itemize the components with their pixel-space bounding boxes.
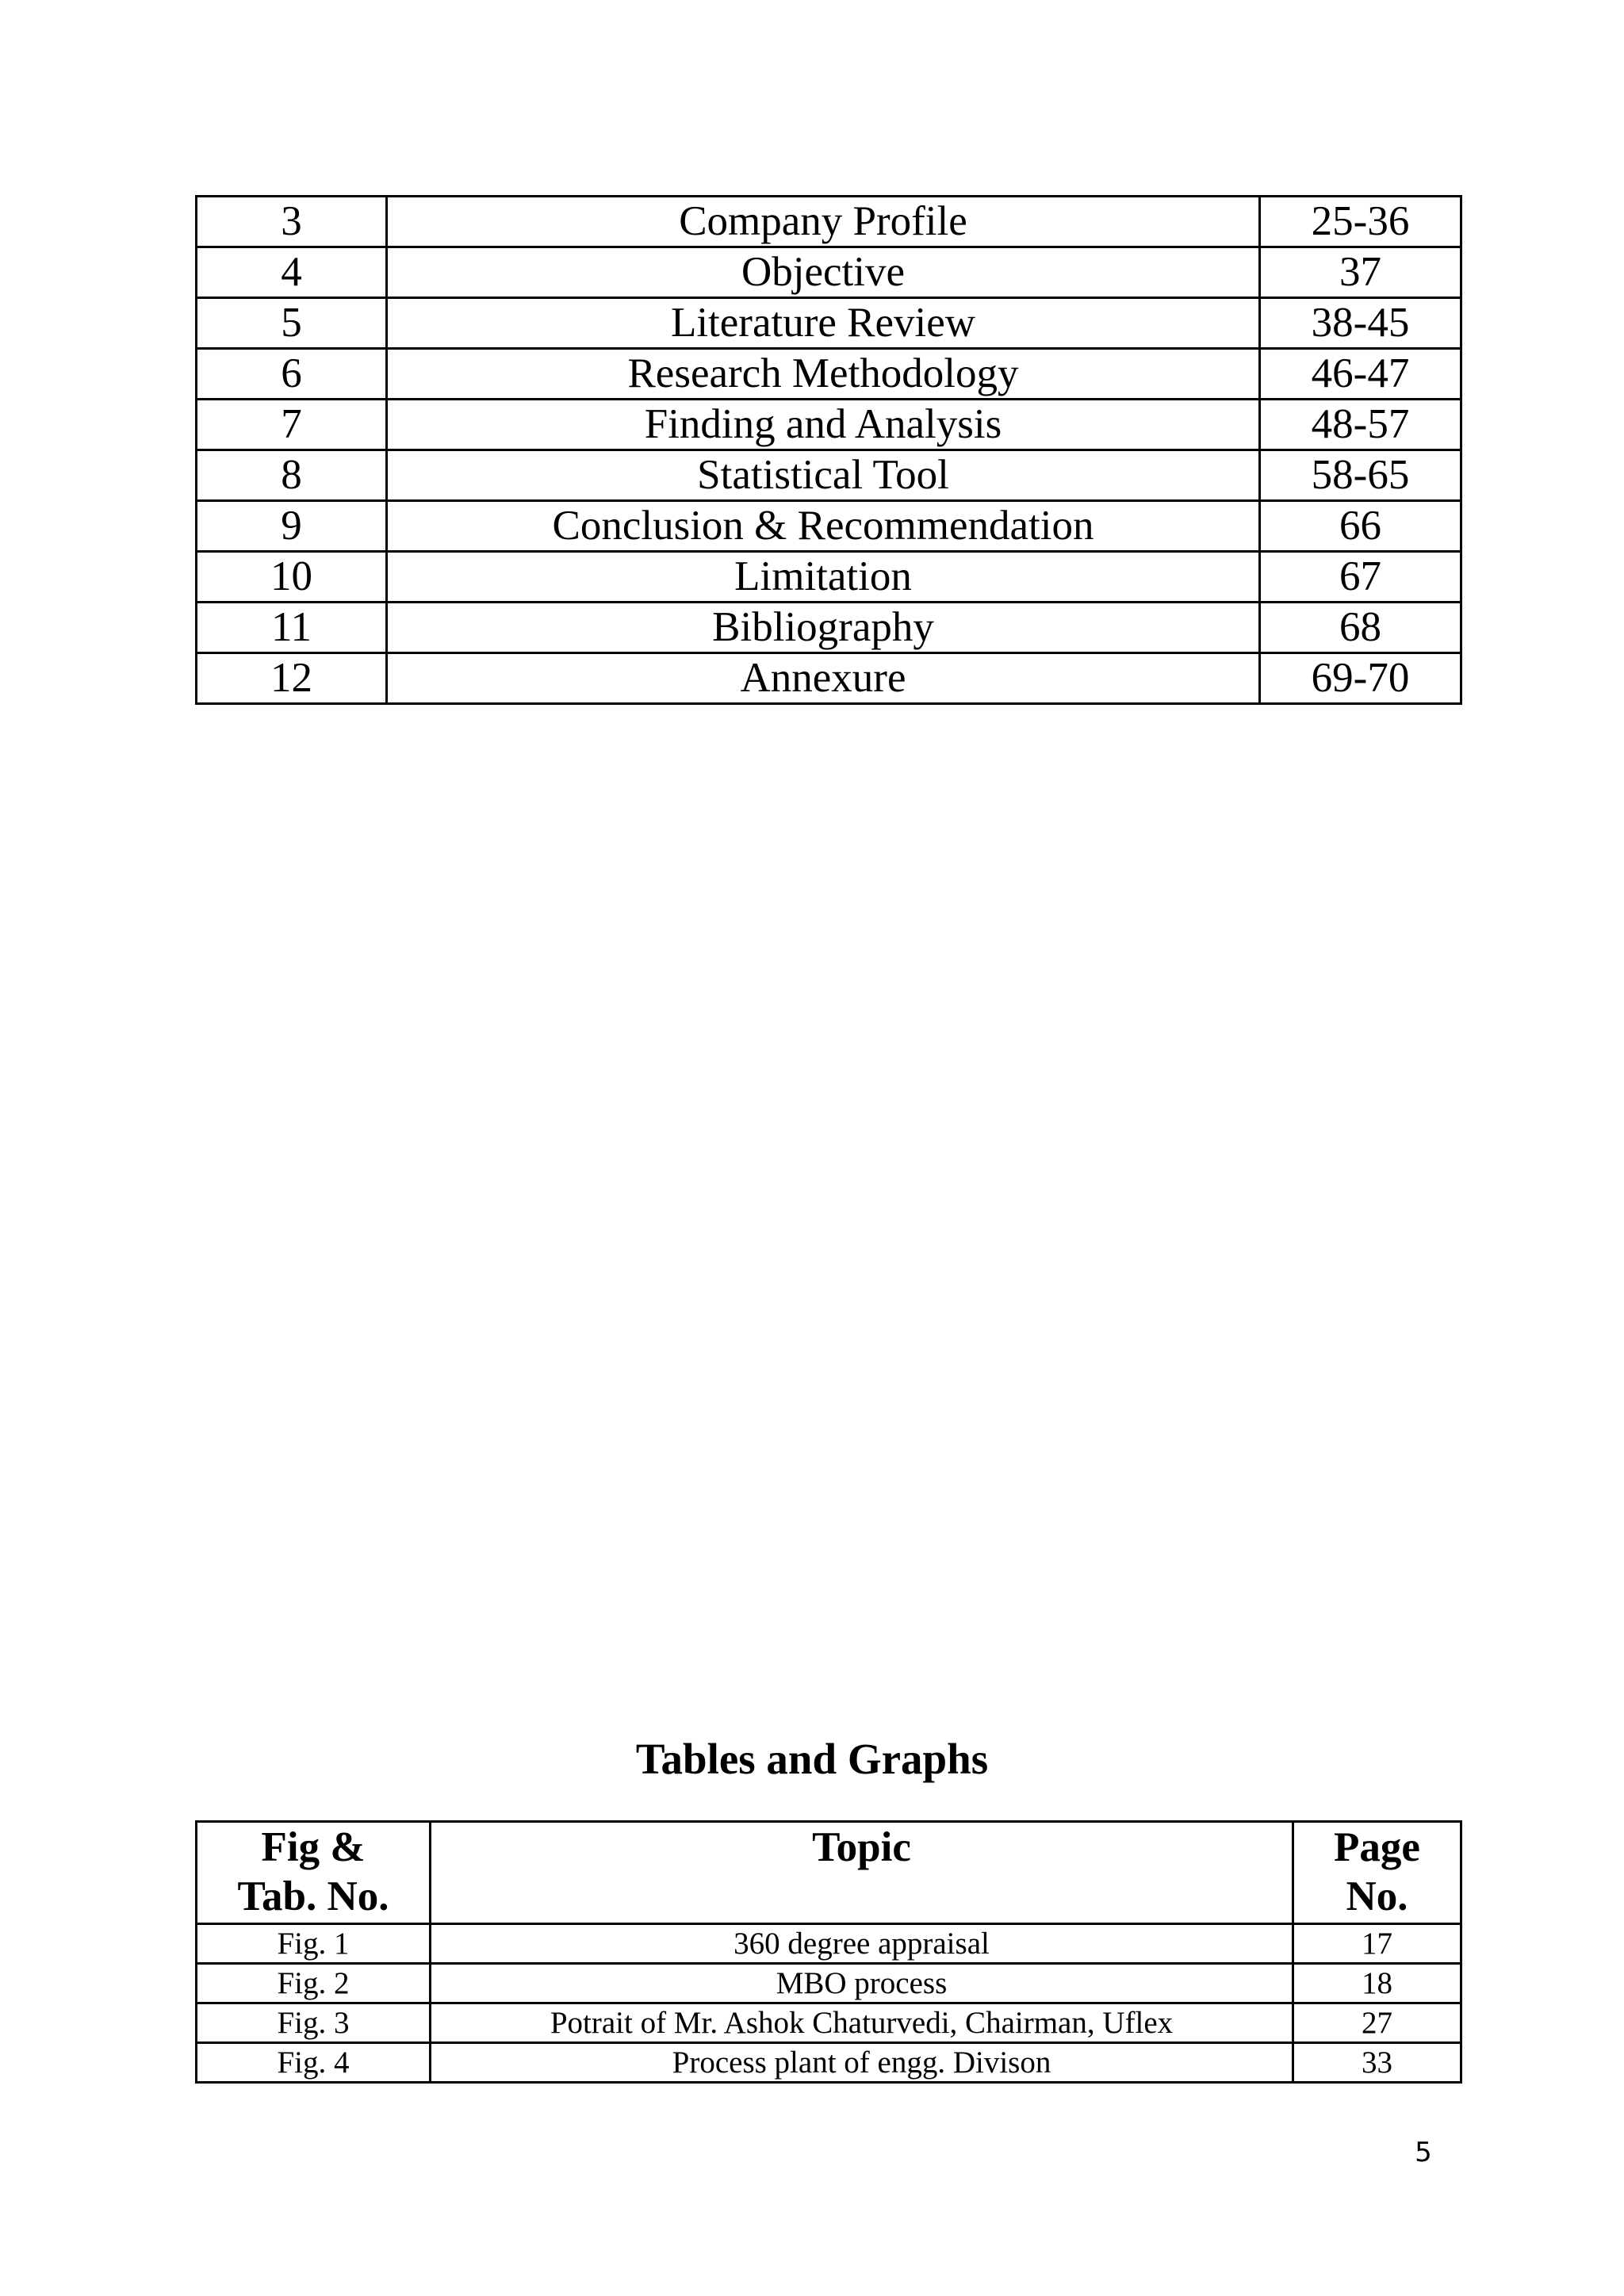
chapter-page: 69-70 xyxy=(1260,653,1461,704)
figure-page: 33 xyxy=(1293,2043,1461,2083)
column-header-number xyxy=(197,1822,431,1924)
header-text: Fig & xyxy=(261,1824,366,1870)
chapter-topic: Research Methodology xyxy=(387,349,1260,400)
chapter-page: 67 xyxy=(1260,552,1461,603)
figures-table xyxy=(195,1820,1462,2084)
chapter-number: 8 xyxy=(197,450,387,501)
chapter-page: 66 xyxy=(1260,501,1461,552)
chapter-number: 4 xyxy=(197,247,387,298)
figure-number: Fig. 1 xyxy=(197,1924,431,1964)
chapter-number: 9 xyxy=(197,501,387,552)
figure-page: 17 xyxy=(1293,1924,1461,1964)
section-heading: Tables and Graphs xyxy=(635,1735,989,1783)
chapter-page: 68 xyxy=(1260,603,1461,653)
chapter-page: 38-45 xyxy=(1260,298,1461,349)
chapter-number: 11 xyxy=(197,603,387,653)
chapter-topic: Conclusion & Recommendation xyxy=(387,501,1260,552)
chapter-number: 3 xyxy=(197,197,387,247)
header-text: Tab. No. xyxy=(237,1873,389,1919)
figure-number: Fig. 2 xyxy=(197,1964,431,2003)
column-header-page xyxy=(1293,1822,1461,1924)
table-row xyxy=(197,197,1461,247)
table-row xyxy=(197,247,1461,298)
chapter-topic: Bibliography xyxy=(387,603,1260,653)
figure-page: 27 xyxy=(1293,2003,1461,2043)
figure-page: 18 xyxy=(1293,1964,1461,2003)
header-text: No. xyxy=(1346,1873,1408,1919)
chapter-topic: Literature Review xyxy=(387,298,1260,349)
table-row xyxy=(197,603,1461,653)
column-header-topic: Topic xyxy=(431,1822,1293,1924)
figure-topic: 360 degree appraisal xyxy=(431,1924,1293,1964)
figure-number: Fig. 4 xyxy=(197,2043,431,2083)
table-header-row xyxy=(197,1822,1461,1924)
table-row xyxy=(197,450,1461,501)
chapter-page: 25-36 xyxy=(1260,197,1461,247)
page-number: 5 xyxy=(1415,2137,1432,2168)
chapter-number: 5 xyxy=(197,298,387,349)
chapter-page: 46-47 xyxy=(1260,349,1461,400)
table-row xyxy=(197,653,1461,704)
figure-topic: Potrait of Mr. Ashok Chaturvedi, Chairman, Uflex xyxy=(431,2003,1293,2043)
chapter-number: 12 xyxy=(197,653,387,704)
chapter-number: 7 xyxy=(197,400,387,450)
header-text: Page xyxy=(1334,1824,1420,1870)
figure-number: Fig. 3 xyxy=(197,2003,431,2043)
table-row xyxy=(197,1964,1461,2003)
table-row xyxy=(197,552,1461,603)
chapter-topic: Objective xyxy=(387,247,1260,298)
chapter-topic: Statistical Tool xyxy=(387,450,1260,501)
figure-topic: MBO process xyxy=(431,1964,1293,2003)
chapter-page: 37 xyxy=(1260,247,1461,298)
table-row xyxy=(197,2003,1461,2043)
figure-topic: Process plant of engg. Divison xyxy=(431,2043,1293,2083)
table-row xyxy=(197,501,1461,552)
table-row xyxy=(197,400,1461,450)
table-row xyxy=(197,1924,1461,1964)
chapter-page: 58-65 xyxy=(1260,450,1461,501)
table-row xyxy=(197,2043,1461,2083)
chapter-topic: Company Profile xyxy=(387,197,1260,247)
chapter-topic: Finding and Analysis xyxy=(387,400,1260,450)
chapter-topic: Annexure xyxy=(387,653,1260,704)
chapter-page: 48-57 xyxy=(1260,400,1461,450)
chapter-number: 10 xyxy=(197,552,387,603)
chapter-topic: Limitation xyxy=(387,552,1260,603)
table-row xyxy=(197,298,1461,349)
contents-table xyxy=(195,195,1462,705)
table-row xyxy=(197,349,1461,400)
chapter-number: 6 xyxy=(197,349,387,400)
